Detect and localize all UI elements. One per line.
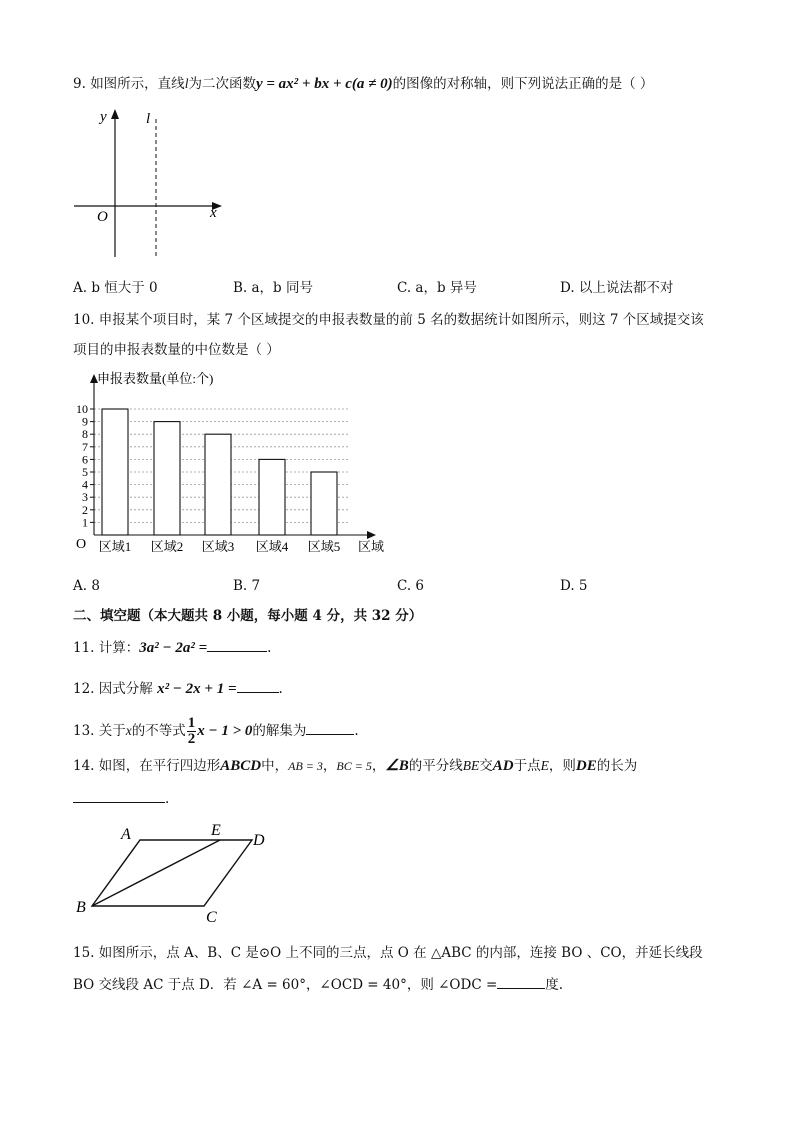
chart-ytick-label: 4: [82, 477, 88, 492]
q13-label: 13. 关于: [73, 723, 126, 739]
q14-stem: [73, 754, 637, 775]
chart-bar: [205, 434, 231, 535]
q14-angle: ∠B: [385, 758, 409, 774]
q13-frac-denominator: 2: [187, 731, 196, 747]
q11-label: 11. 计算：: [73, 640, 140, 656]
chart-ytick-label: 7: [82, 439, 88, 454]
q14-text: ，则: [548, 758, 576, 774]
q14-answer-blank[interactable]: [73, 788, 165, 803]
q9-axis-figure: [70, 105, 230, 265]
q14-text: 14. 如图，在平行四边形: [73, 758, 221, 774]
chart-ytick-label: 10: [76, 402, 88, 416]
q14-e: E: [540, 758, 549, 773]
q13: [73, 716, 359, 747]
q10-option-d: D. 5: [560, 578, 588, 594]
q11-expression: 3a² − 2a² =: [139, 640, 208, 656]
q14-ab: AB = 3: [288, 759, 323, 773]
q10-stem-line1: 10. 申报某个项目时，某 7 个区域提交的申报表数量的前 5 名的数据统计如图所示，则这 7 个区域提交该: [73, 312, 704, 328]
chart-ytick-label: 5: [82, 465, 88, 479]
q10-bar-chart: [70, 365, 400, 560]
chart-origin-label: O: [76, 537, 87, 552]
q10-option-c: C. 6: [397, 578, 425, 594]
q13-text: 的不等式: [131, 723, 186, 739]
q9-l-label: l: [146, 111, 151, 127]
q14-label-d: D: [253, 832, 265, 849]
chart-x-arrow: [367, 531, 376, 539]
section-heading: 二、填空题（本大题共 8 小题，每小题 4 分，共 32 分）: [73, 608, 423, 624]
q12-label: 12. 因式分解: [73, 681, 153, 697]
chart-ytick-label: 6: [82, 452, 88, 467]
q14-label-a: A: [121, 826, 131, 843]
q14-text: 于点: [513, 758, 541, 774]
q11-period: .: [267, 640, 272, 656]
q11: [73, 636, 271, 657]
q14-be: BE: [462, 758, 480, 773]
q13-text: 的解集为: [252, 723, 307, 739]
q15-answer-blank[interactable]: [497, 974, 545, 989]
q14-bc: BC = 5: [336, 759, 372, 773]
q10-stem-line2: 项目的申报表数量的中位数是（ ）: [73, 342, 280, 358]
q13-variable: x: [125, 723, 132, 738]
q15-text: 度.: [545, 977, 564, 993]
q12: [73, 677, 283, 698]
chart-ytick-label: 2: [82, 502, 88, 517]
q9-x-label: x: [210, 205, 217, 221]
q14-de: DE: [575, 758, 597, 774]
q10-option-a: A. 8: [73, 578, 100, 594]
q9-option-d: D. 以上说法都不对: [560, 280, 674, 296]
q12-period: .: [278, 681, 283, 697]
q14-text: 交: [479, 758, 493, 774]
chart-bar: [102, 409, 128, 535]
q9-number: 9.: [73, 76, 86, 92]
chart-category-label: 区域4: [255, 539, 289, 554]
chart-category-label: 区域3: [201, 539, 235, 554]
q9-origin-label: O: [97, 209, 108, 225]
q15-stem-line1: 15. 如图所示，点 A、B、C 是⊙O 上不同的三点，点 O 在 △ABC 的内部，连接 BO 、CO，并延长线段: [73, 945, 703, 961]
q11-answer-blank[interactable]: [207, 637, 267, 652]
chart-ytick-label: 3: [82, 490, 88, 505]
q12-expression: x² − 2x + 1 =: [157, 681, 237, 697]
q12-answer-blank[interactable]: [237, 678, 279, 693]
chart-bar: [154, 422, 180, 535]
q9-option-c: C. a，b 异号: [397, 280, 477, 296]
q14-ad: AD: [492, 758, 514, 774]
q9-formula: y = ax² + bx + c(a ≠ 0): [255, 76, 393, 92]
q9-option-b: B. a，b 同号: [233, 280, 313, 296]
chart-category-label: 区域5: [307, 539, 341, 554]
q13-period: .: [354, 723, 359, 739]
chart-category-label: 区域1: [98, 539, 132, 554]
q9-text: 的图像的对称轴，则下列说法正确的是（ ）: [392, 76, 654, 92]
q14-label-b: B: [76, 899, 86, 916]
q14-answer-line: [73, 788, 169, 807]
q9-text: 如图所示，直线: [90, 76, 185, 92]
q14-parallelogram-figure: [70, 818, 280, 928]
chart-ytick-label: 1: [82, 515, 88, 530]
q13-fraction: [187, 716, 197, 747]
q14-sep: ，: [322, 758, 337, 774]
chart-ytick-label: 8: [82, 427, 88, 442]
q9-y-label: y: [100, 109, 107, 125]
q9-option-a: A. b 恒大于 0: [73, 280, 158, 296]
chart-bar: [259, 459, 285, 535]
q9-line-l: l: [184, 76, 189, 91]
q15-stem-line2: [73, 973, 563, 993]
q13-expression: x − 1 > 0: [197, 723, 253, 739]
q15-text: BO 交线段 AC 于点 D．若 ∠A = 60°，∠OCD = 40°，则 ∠ODC =: [73, 977, 498, 993]
chart-category-label: 区域2: [150, 539, 184, 554]
q14-text: 中，: [261, 758, 289, 774]
q14-text: 的长为: [596, 758, 638, 774]
q14-period: .: [165, 791, 170, 807]
q14-text: 的平分线: [408, 758, 463, 774]
chart-ytick-label: 9: [82, 414, 88, 429]
chart-bar: [311, 472, 337, 535]
q14-label-e: E: [211, 822, 221, 839]
q9-stem: [73, 72, 653, 93]
q14-sep: ，: [371, 758, 386, 774]
q9-text: 为二次函数: [188, 76, 256, 92]
q14-parallelogram: ABCD: [220, 758, 262, 774]
chart-ylabel: 申报表数量(单位:个): [97, 371, 214, 386]
q13-frac-numerator: 1: [187, 715, 196, 731]
q13-answer-blank[interactable]: [306, 720, 354, 735]
chart-xlabel: 区域: [358, 539, 385, 554]
q10-option-b: B. 7: [233, 578, 261, 594]
q14-label-c: C: [206, 909, 217, 926]
